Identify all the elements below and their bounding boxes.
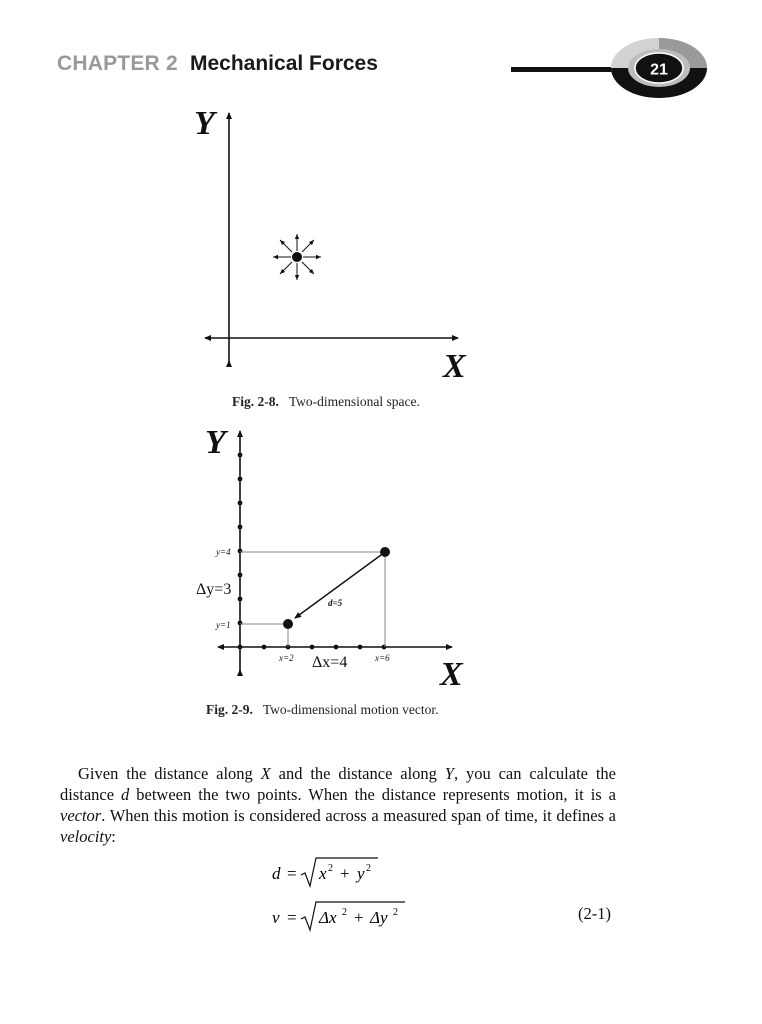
fig2-y-label: Y <box>205 424 226 461</box>
svg-text:+: + <box>354 908 364 927</box>
svg-text:d: d <box>272 864 281 883</box>
equation-velocity <box>260 896 420 936</box>
fig2-x-label: X <box>440 656 463 693</box>
y-tick-dot <box>238 549 243 554</box>
motion-vector <box>295 555 381 618</box>
x-tick-dot <box>382 645 387 650</box>
svg-text:=: = <box>287 908 297 927</box>
caption-fig-2-8 <box>232 394 420 410</box>
svg-text:2: 2 <box>393 907 398 918</box>
svg-text:2: 2 <box>342 907 347 918</box>
page-number: 21 <box>650 61 668 79</box>
svg-text:+: + <box>340 864 350 883</box>
y-tick-dot <box>238 621 243 626</box>
x-tick-dot <box>334 645 339 650</box>
svg-text:v: v <box>272 908 280 927</box>
label-x2: x=2 <box>279 653 294 663</box>
label-y1: y=1 <box>216 620 231 630</box>
caption-fig-2-9-text: Two-dimensional motion vector. <box>262 702 439 717</box>
label-x6: x=6 <box>375 653 390 663</box>
fig1-point <box>293 253 302 262</box>
label-d: d=5 <box>328 598 343 608</box>
caption-fig-2-9-label: Fig. 2-9. <box>206 702 253 717</box>
sqrt-sign <box>301 902 405 930</box>
svg-text:Δy: Δy <box>370 908 388 927</box>
fig1-x-label: X <box>443 348 466 385</box>
fig1-y-label: Y <box>194 105 215 142</box>
svg-text:Δx: Δx <box>319 908 337 927</box>
figure-2-9 <box>196 424 464 693</box>
y-tick-dot <box>238 477 243 482</box>
radiating-point <box>273 234 321 280</box>
equation-distance <box>260 852 400 892</box>
caption-fig-2-9 <box>206 702 439 718</box>
y-tick-dot <box>238 525 243 530</box>
x-tick-dot <box>262 645 267 650</box>
svg-text:2: 2 <box>328 863 333 874</box>
svg-text:=: = <box>287 864 297 883</box>
equation-number: (2-1) <box>578 904 611 923</box>
svg-text:x: x <box>319 864 327 883</box>
label-dy: Δy=3 <box>196 581 232 598</box>
x-tick-dot <box>310 645 315 650</box>
point-end <box>380 547 390 557</box>
body-paragraph: Given the distance along X and the distance along Y, you can calculate the distance d between the two points. When the distance represents motion, it is a vector. When this motion is considered across a measured span of time, it defines a velocity: <box>60 764 617 846</box>
svg-text:y: y <box>357 864 365 883</box>
y-tick-dot <box>238 645 243 650</box>
caption-fig-2-8-text: Two-dimensional space. <box>288 394 420 409</box>
label-y4: y=4 <box>216 547 231 557</box>
figure-2-8 <box>194 105 467 385</box>
y-tick-dot <box>238 453 243 458</box>
chapter-title: Mechanical Forces <box>190 52 378 75</box>
label-dx: Δx=4 <box>312 654 348 671</box>
y-tick-dot <box>238 501 243 506</box>
x-tick-dot <box>358 645 363 650</box>
caption-fig-2-8-label: Fig. 2-8. <box>232 394 279 409</box>
svg-text:2: 2 <box>366 863 371 874</box>
point-start <box>283 619 293 629</box>
chapter-label: CHAPTER 2 <box>57 52 178 75</box>
y-tick-dot <box>238 573 243 578</box>
y-tick-dot <box>238 597 243 602</box>
